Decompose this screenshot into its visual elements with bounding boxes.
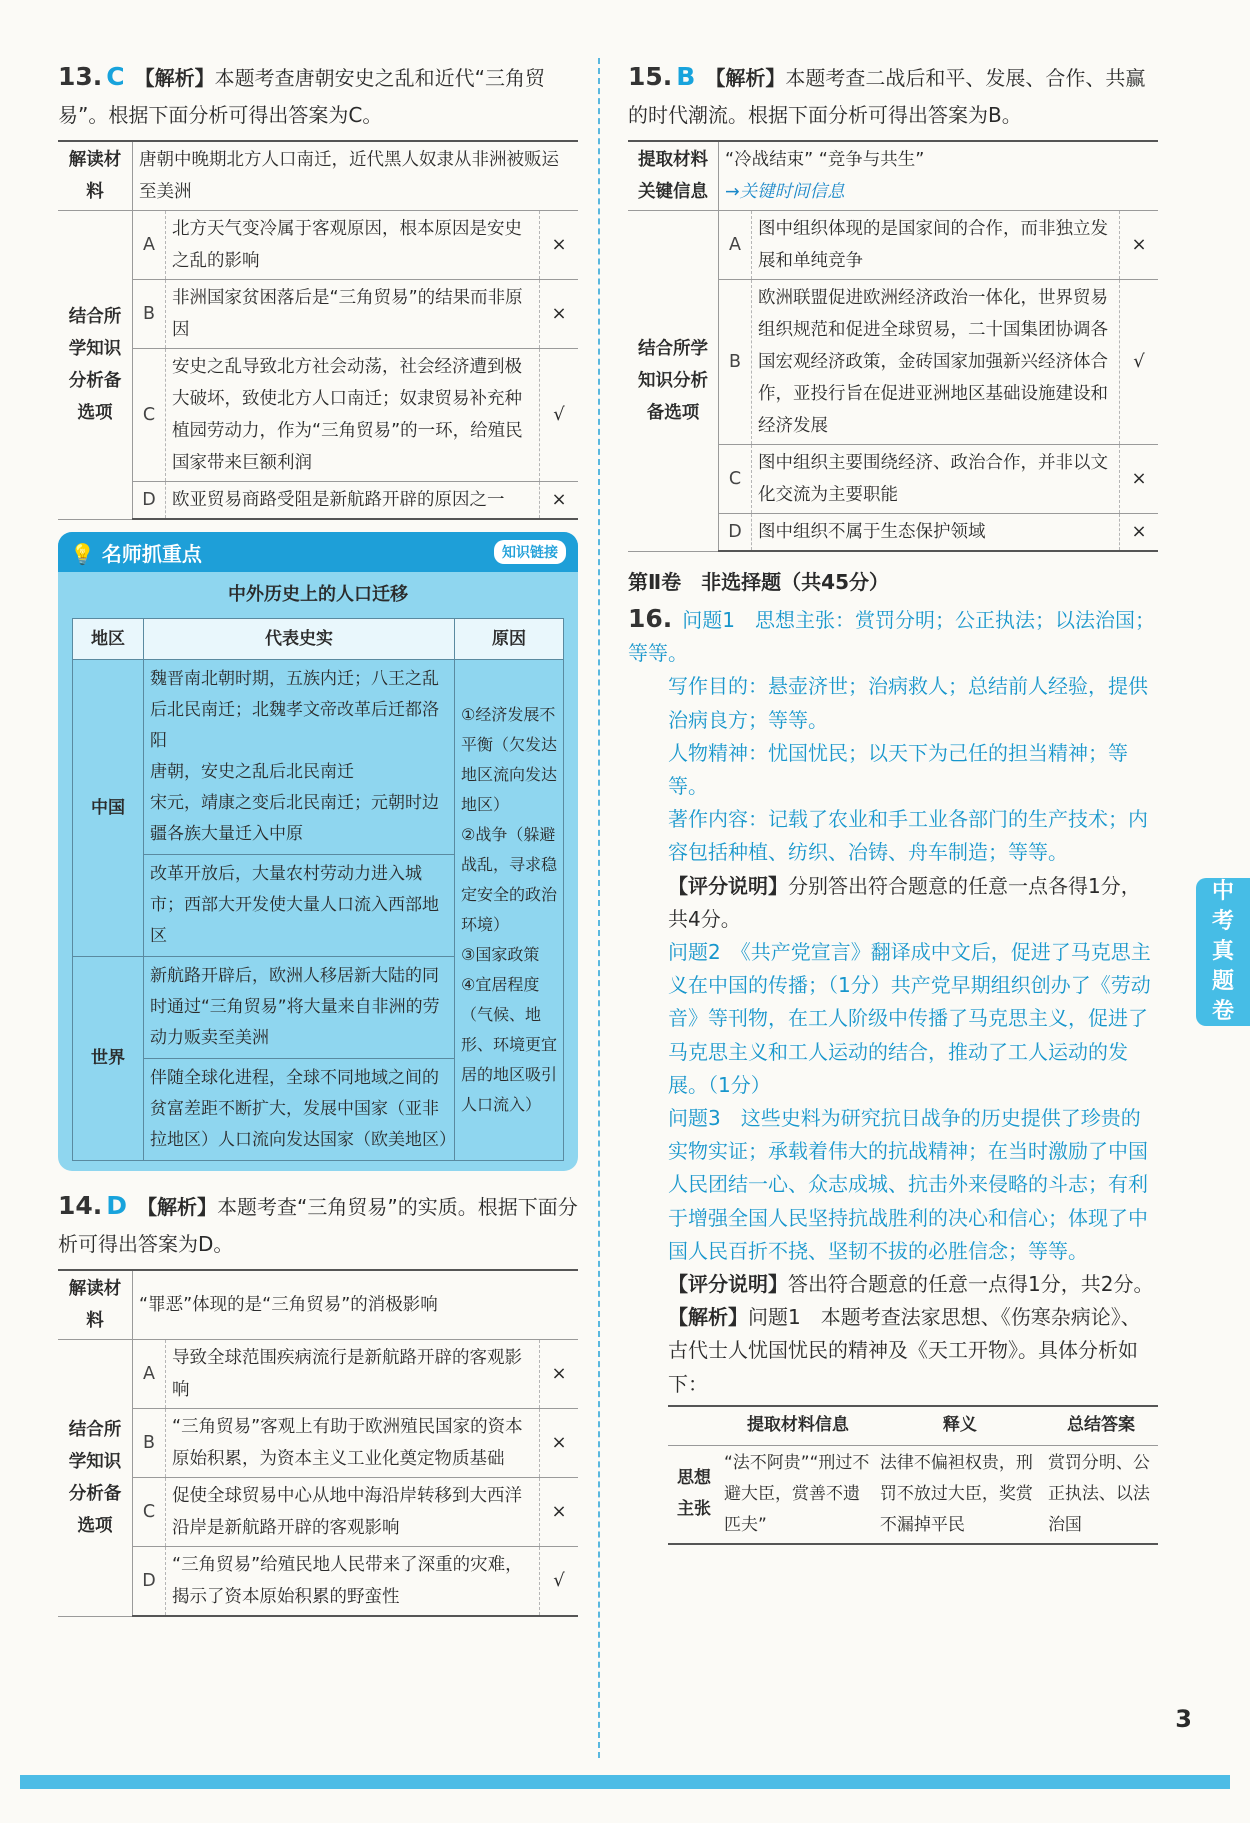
q14-answer: D xyxy=(106,1191,128,1220)
q16-line-4: 著作内容：记载了农业和手工业各部门的生产技术；内容包括种植、纺织、冶铸、舟车制造；等等。 xyxy=(668,807,1148,865)
migration-table xyxy=(72,618,564,1161)
col-facts: 代表史实 xyxy=(144,619,455,660)
q14-option-d-text: “三角贸易”给殖民地人民带来了深重的灾难，揭示了资本原始积累的野蛮性 xyxy=(166,1547,540,1617)
knowledge-link-badge: 知识链接 xyxy=(494,540,566,564)
q15-option-d-mark: × xyxy=(1120,514,1159,552)
q13-number: 13. xyxy=(58,62,103,91)
q15-option-c-text: 图中组织主要围绕经济、政治合作，并非以文化交流为主要职能 xyxy=(752,445,1120,514)
q13-material: 唐朝中晚期北方人口南迁，近代黑人奴隶从非洲被贩运至美洲 xyxy=(133,141,579,211)
t16-material: “法不阿贵”“刑过不避大臣，赏善不遗匹夫” xyxy=(720,1445,876,1544)
q13-option-a-text: 北方天气变冷属于客观原因，根本原因是安史之乱的影响 xyxy=(166,211,540,280)
q16-answers xyxy=(628,602,1158,1401)
q14-options-label: 结合所学知识分析备选项 xyxy=(58,1340,133,1617)
q13-option-b-mark: × xyxy=(540,280,579,349)
q13-option-c: C xyxy=(133,349,166,482)
q14-option-b-mark: × xyxy=(540,1409,579,1478)
q15-option-d: D xyxy=(719,514,752,552)
q15-option-b-text: 欧洲联盟促进欧洲经济政治一体化，世界贸易组织规范和促进全球贸易，二十国集团协调各国宏观经济政策，金砖国家加强新兴经济体合作，亚投行旨在促进亚洲地区基础设施建设和经济发展 xyxy=(752,280,1120,445)
q13-answer: C xyxy=(106,62,125,91)
q15-option-d-text: 图中组织不属于生态保护领域 xyxy=(752,514,1120,552)
lightbulb-icon: 💡 xyxy=(70,541,95,566)
world-fact-1: 新航路开辟后，欧洲人移居新大陆的同时通过“三角贸易”将大量来自非洲的劳动力贩卖至美洲 xyxy=(144,957,455,1059)
q15-option-a-text: 图中组织体现的是国家间的合作，而非独立发展和单纯竞争 xyxy=(752,211,1120,280)
china-facts-ancient xyxy=(144,660,455,855)
t16-header-meaning: 释义 xyxy=(876,1406,1044,1446)
score-text-1: 分别答出符合题意的任意一点各得1分，共4分。 xyxy=(668,873,1141,931)
q15-option-b: B xyxy=(719,280,752,445)
t16-meaning: 法律不偏袒权贵，刑罚不放过大臣，奖赏不漏掉平民 xyxy=(876,1445,1044,1544)
q14-option-c-text: 促使全球贸易中心从地中海沿岸转移到大西洋沿岸是新航路开辟的客观影响 xyxy=(166,1478,540,1547)
china-fact-2: 唐朝，安史之乱后北民南迁 xyxy=(150,762,354,782)
q13-option-c-text: 安史之乱导致北方社会动荡，社会经济遭到极大破坏，致使北方人口南迁；奴隶贸易补充种植园劳动力，作为“三角贸易”的一环，给殖民国家带来巨额利润 xyxy=(166,349,540,482)
q15-option-a-mark: × xyxy=(1120,211,1159,280)
q13-option-c-mark: √ xyxy=(540,349,579,482)
handwritten-note: →关键时间信息 xyxy=(725,182,845,202)
china-fact-4: 改革开放后，大量农村劳动力进入城市；西部大开发使大量人口流入西部地区 xyxy=(144,855,455,957)
cause-2: ②战争（躲避战乱，寻求稳定安全的政治环境） xyxy=(461,825,558,934)
t16-header-answer: 总结答案 xyxy=(1044,1406,1158,1446)
left-column xyxy=(58,58,578,1627)
q15-options-label: 结合所学知识分析备选项 xyxy=(628,211,719,552)
q13-option-d-mark: × xyxy=(540,482,579,520)
q15-intro: 本题考查二战后和平、发展、合作、共赢的时代潮流。根据下面分析可得出答案为B。 xyxy=(628,66,1146,127)
score-tag-1: 【评分说明】 xyxy=(668,873,788,898)
q14-option-a-mark: × xyxy=(540,1340,579,1409)
score-text-2: 答出符合题意的任意一点得1分，共2分。 xyxy=(788,1272,1154,1297)
q16-table xyxy=(668,1405,1158,1545)
q16-score-2 xyxy=(628,1268,1158,1301)
section-heading: 第Ⅱ卷 非选择题（共45分） xyxy=(628,570,890,594)
q15-material-label: 提取材料关键信息 xyxy=(628,141,719,211)
q16-line-1: 问题1 思想主张：赏罚分明；公正执法；以法治国；等等。 xyxy=(628,608,1156,666)
q13-tag: 【解析】 xyxy=(134,66,215,90)
q14-option-a-text: 导致全球范围疾病流行是新航路开辟的客观影响 xyxy=(166,1340,540,1409)
q15-option-c: C xyxy=(719,445,752,514)
knowledge-box-heading xyxy=(70,538,202,567)
q13-option-d-text: 欧亚贸易商路受阻是新航路开辟的原因之一 xyxy=(166,482,540,520)
page-number: 3 xyxy=(1175,1705,1192,1733)
q13-options-label: 结合所学知识分析备选项 xyxy=(58,211,133,520)
causes-cell xyxy=(455,660,564,1161)
q15-material-keyword-2: “竞争与共生” xyxy=(818,150,925,170)
t16-row-label: 思想主张 xyxy=(668,1445,720,1544)
q15-tag: 【解析】 xyxy=(705,66,786,90)
q13-intro: 本题考查唐朝安史之乱和近代“三角贸易”。根据下面分析可得出答案为C。 xyxy=(58,66,546,127)
q16-answer-1 xyxy=(628,602,1158,670)
q15-material-keyword-1: “冷战结束” xyxy=(725,150,814,170)
q16-analysis xyxy=(628,1301,1158,1401)
q13-option-a: A xyxy=(133,211,166,280)
q13-analysis-table xyxy=(58,140,578,520)
q14-option-c-mark: × xyxy=(540,1478,579,1547)
china-fact-3: 宋元，靖康之变后北民南迁；元朝时边疆各族大量迁入中原 xyxy=(150,793,439,844)
q14-option-b-text: “三角贸易”客观上有助于欧洲殖民国家的资本原始积累，为资本主义工业化奠定物质基础 xyxy=(166,1409,540,1478)
t16-header-material: 提取材料信息 xyxy=(720,1406,876,1446)
knowledge-table-title: 中外历史上的人口迁移 xyxy=(228,584,408,605)
q13-option-d: D xyxy=(133,482,166,520)
q15-material xyxy=(719,141,1159,211)
knowledge-box-title-label: 名师抓重点 xyxy=(101,541,202,566)
column-divider xyxy=(598,58,600,1758)
q16-line-3: 人物精神：忧国忧民；以天下为己任的担当精神；等等。 xyxy=(668,740,1128,799)
col-region: 地区 xyxy=(73,619,144,660)
q16-score-1 xyxy=(628,870,1158,936)
q15-analysis-table xyxy=(628,140,1158,552)
t16-answer: 赏罚分明、公正执法、以法治国 xyxy=(1044,1445,1158,1544)
q13-option-b: B xyxy=(133,280,166,349)
q14-option-a: A xyxy=(133,1340,166,1409)
q14-tag: 【解析】 xyxy=(137,1195,218,1219)
q13-heading xyxy=(58,58,578,134)
q13-option-b-text: 非洲国家贫困落后是“三角贸易”的结果而非原因 xyxy=(166,280,540,349)
region-china: 中国 xyxy=(73,660,144,957)
world-fact-2: 伴随全球化进程，全球不同地域之间的贫富差距不断扩大，发展中国家（亚非拉地区）人口流向发达国家（欧美地区） xyxy=(144,1059,455,1161)
bottom-bar xyxy=(20,1775,1230,1789)
q13-option-a-mark: × xyxy=(540,211,579,280)
cause-4: ④宜居程度（气候、地形、环境更宜居的地区吸引人口流入） xyxy=(461,975,558,1114)
q14-analysis-table xyxy=(58,1269,578,1617)
cause-3: ③国家政策 xyxy=(461,945,540,964)
q14-option-d-mark: √ xyxy=(540,1547,579,1617)
q14-option-c: C xyxy=(133,1478,166,1547)
analysis-text: 问题1 本题考查法家思想、《伤寒杂病论》、古代士人忧国忧民的精神及《天工开物》。具体分析如下： xyxy=(668,1305,1141,1396)
q14-material-label: 解读材料 xyxy=(58,1270,133,1340)
score-tag-2: 【评分说明】 xyxy=(668,1272,788,1297)
q15-answer: B xyxy=(676,62,696,91)
q16-table-wrap xyxy=(628,1405,1158,1545)
q15-heading xyxy=(628,58,1158,134)
side-tab-label: 中考真题卷 xyxy=(1211,879,1234,1024)
knowledge-box-header xyxy=(58,532,578,572)
q16-question-2: 问题2 《共产党宣言》翻译成中文后，促进了马克思主义在中国的传播；（1分）共产党早期组织创办了《劳动音》等刊物，在工人阶级中传播了马克思主义，促进了马克思主义和工人运动的结合，推动了工人运动的发展。（1分） xyxy=(668,940,1151,1097)
q14-intro: 本题考查“三角贸易”的实质。根据下面分析可得出答案为D。 xyxy=(58,1195,578,1256)
q15-number: 15. xyxy=(628,62,673,91)
side-tab xyxy=(1196,878,1250,1026)
q14-material: “罪恶”体现的是“三角贸易”的消极影响 xyxy=(133,1270,579,1340)
china-fact-1: 魏晋南北朝时期，五族内迁；八王之乱后北民南迁；北魏孝文帝改革后迁都洛阳 xyxy=(150,669,439,751)
q14-option-b: B xyxy=(133,1409,166,1478)
q15-option-a: A xyxy=(719,211,752,280)
q15-option-b-mark: √ xyxy=(1120,280,1159,445)
knowledge-box xyxy=(58,532,578,1171)
right-column xyxy=(628,58,1158,1545)
q16-number: 16. xyxy=(628,604,673,633)
analysis-tag: 【解析】 xyxy=(668,1305,748,1330)
q14-heading xyxy=(58,1187,578,1263)
t16-header-blank xyxy=(668,1406,720,1446)
q14-option-d: D xyxy=(133,1547,166,1617)
cause-1: ①经济发展不平衡（欠发达地区流向发达地区） xyxy=(461,705,558,814)
q14-number: 14. xyxy=(58,1191,103,1220)
region-world: 世界 xyxy=(73,957,144,1161)
q15-option-c-mark: × xyxy=(1120,445,1159,514)
q16-line-2: 写作目的：悬壶济世；治病救人；总结前人经验，提供治病良方；等等。 xyxy=(668,674,1148,732)
q13-material-label: 解读材料 xyxy=(58,141,133,211)
q16-question-3: 问题3 这些史料为研究抗日战争的历史提供了珍贵的实物实证；承载着伟大的抗战精神；在当时激励了中国人民团结一心、众志成城、抗击外来侵略的斗志；有利于增强全国人民坚持抗战胜利的决心和信心；体现了中国人民百折不挠、坚韧不拔的必胜信念；等等。 xyxy=(668,1106,1148,1263)
col-causes: 原因 xyxy=(455,619,564,660)
